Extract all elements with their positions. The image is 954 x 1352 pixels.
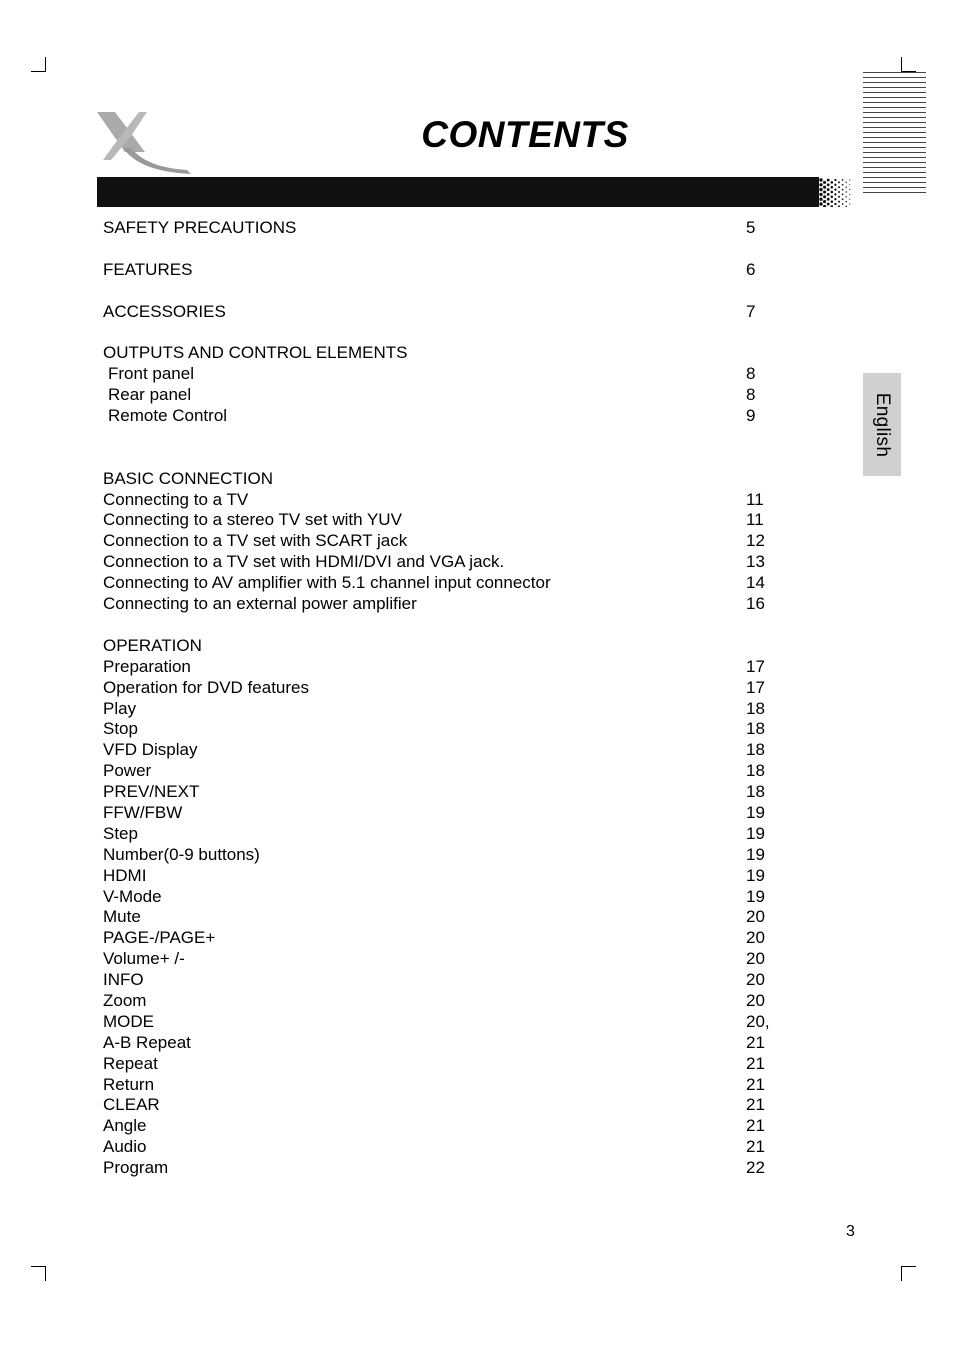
toc-entry — [103, 782, 803, 803]
toc-entry-page: 20 — [746, 928, 765, 948]
toc-entry-label: MODE — [103, 1011, 154, 1031]
toc-entry — [103, 218, 803, 239]
toc-entry-label: PREV/NEXT — [103, 782, 200, 802]
toc-entry — [103, 1116, 803, 1137]
crop-mark-bottom-left — [31, 1266, 46, 1281]
toc-entry-label: BASIC CONNECTION — [103, 468, 274, 488]
toc-entry-label: Front panel — [108, 364, 194, 384]
toc-entry-label: OPERATION — [103, 635, 202, 655]
toc-entry — [103, 1075, 803, 1096]
toc-entry-label: FEATURES — [103, 259, 193, 279]
toc-entry-page: 14 — [746, 573, 765, 593]
table-of-contents — [103, 218, 803, 1179]
toc-entry-page: 21 — [746, 1116, 765, 1136]
toc-entry — [103, 970, 803, 991]
toc-entry — [103, 887, 803, 908]
toc-entry-label: Zoom — [103, 990, 147, 1010]
toc-entry-label: Number(0-9 buttons) — [103, 844, 260, 864]
toc-entry-label: Program — [103, 1158, 169, 1178]
crop-mark-top-right — [901, 57, 916, 72]
toc-entry-page: 20 — [746, 970, 765, 990]
toc-entry — [103, 1095, 803, 1116]
toc-entry-page: 21 — [746, 1095, 765, 1115]
toc-entry — [103, 678, 803, 699]
toc-entry-label: Remote Control — [108, 406, 228, 426]
toc-section-heading — [103, 469, 803, 490]
toc-entry — [103, 385, 803, 406]
toc-entry — [103, 928, 803, 949]
toc-entry-page: 20 — [746, 949, 765, 969]
toc-entry-label: Connecting to a TV — [103, 489, 249, 509]
toc-entry — [103, 510, 803, 531]
toc-entry-page: 11 — [746, 489, 764, 509]
toc-entry-page: 18 — [746, 782, 765, 802]
toc-entry-page: 18 — [746, 761, 765, 781]
toc-entry — [103, 1012, 803, 1033]
toc-entry-page: 19 — [746, 865, 765, 885]
toc-entry — [103, 824, 803, 845]
toc-entry-page: 22 — [746, 1158, 765, 1178]
toc-entry-page: 21 — [746, 1074, 765, 1094]
toc-entry-page: 18 — [746, 698, 765, 718]
toc-entry-page: 19 — [746, 886, 765, 906]
language-tab — [863, 373, 901, 476]
toc-entry-page: 18 — [746, 740, 765, 760]
toc-entry-label: HDMI — [103, 865, 147, 885]
toc-entry-label: OUTPUTS AND CONTROL ELEMENTS — [103, 343, 408, 363]
toc-entry — [103, 490, 803, 511]
toc-entry-label: Repeat — [103, 1053, 158, 1073]
toc-entry-label: V-Mode — [103, 886, 162, 906]
toc-entry-label: Step — [103, 823, 138, 843]
toc-entry — [103, 531, 803, 552]
toc-entry-page: 16 — [746, 594, 765, 614]
toc-entry-page: 7 — [746, 301, 756, 321]
toc-entry-label: INFO — [103, 970, 144, 990]
toc-entry — [103, 949, 803, 970]
toc-entry — [103, 803, 803, 824]
toc-section-heading — [103, 343, 803, 364]
toc-entry — [103, 845, 803, 866]
toc-entry-label: Rear panel — [108, 385, 192, 405]
toc-entry-label: ACCESSORIES — [103, 301, 226, 321]
toc-entry-page: 17 — [746, 677, 765, 697]
toc-entry-label: Preparation — [103, 656, 191, 676]
toc-entry-page: 21 — [746, 1032, 765, 1052]
toc-entry-page: 21 — [746, 1137, 765, 1157]
toc-entry-page: 9 — [746, 406, 756, 426]
toc-entry-page: 5 — [746, 218, 756, 237]
toc-entry — [103, 406, 803, 427]
toc-section-heading — [103, 636, 803, 657]
toc-entry-page: 21 — [746, 1053, 765, 1073]
toc-entry — [103, 302, 803, 323]
toc-entry — [103, 761, 803, 782]
toc-entry-page: 20 — [746, 990, 765, 1010]
toc-entry — [103, 364, 803, 385]
toc-entry-label: Connecting to AV amplifier with 5.1 channel input connector — [103, 573, 551, 593]
toc-entry — [103, 1054, 803, 1075]
toc-entry-label: Connection to a TV set with SCART jack — [103, 531, 408, 551]
toc-entry-page: 8 — [746, 385, 756, 405]
toc-entry-page: 8 — [746, 364, 756, 384]
toc-entry-page: 6 — [746, 259, 756, 279]
toc-entry — [103, 907, 803, 928]
toc-entry-label: CLEAR — [103, 1095, 160, 1115]
toc-entry-page: 18 — [746, 719, 765, 739]
toc-entry — [103, 740, 803, 761]
language-tab-label: English — [872, 392, 893, 457]
crop-mark-bottom-right — [901, 1266, 916, 1281]
toc-entry-label: Return — [103, 1074, 155, 1094]
toc-entry — [103, 1033, 803, 1054]
toc-entry-label: SAFETY PRECAUTIONS — [103, 218, 297, 237]
toc-entry-label: Connection to a TV set with HDMI/DVI and VGA jack. — [103, 552, 505, 572]
toc-entry-label: VFD Display — [103, 740, 198, 760]
toc-entry-page: 11 — [746, 510, 764, 530]
toc-entry-page: 19 — [746, 802, 765, 822]
toc-entry-page: 20 — [746, 907, 765, 927]
toc-entry — [103, 699, 803, 720]
toc-entry-page: 12 — [746, 531, 765, 551]
toc-entry-label: Volume+ /- — [103, 949, 185, 969]
toc-entry-label: Stop — [103, 719, 138, 739]
toc-entry-page: 13 — [746, 552, 765, 572]
page-number: 3 — [846, 1223, 855, 1240]
toc-entry — [103, 260, 803, 281]
crop-mark-top-left — [31, 57, 46, 72]
toc-entry — [103, 594, 803, 615]
toc-entry-label: A-B Repeat — [103, 1032, 191, 1052]
toc-entry-page: 19 — [746, 844, 765, 864]
toc-entry-label: Mute — [103, 907, 141, 927]
toc-entry-label: Play — [103, 698, 137, 718]
toc-entry-label: Operation for DVD features — [103, 677, 309, 697]
toc-entry — [103, 719, 803, 740]
toc-entry-label: FFW/FBW — [103, 802, 183, 822]
toc-entry-label: Connecting to a stereo TV set with YUV — [103, 510, 402, 530]
toc-entry — [103, 1158, 803, 1179]
toc-entry — [103, 657, 803, 678]
toc-entry-label: Angle — [103, 1116, 147, 1136]
page-title: CONTENTS — [421, 114, 629, 155]
toc-entry-page: 17 — [746, 656, 765, 676]
toc-entry-page: 19 — [746, 823, 765, 843]
toc-entry — [103, 552, 803, 573]
toc-entry — [103, 866, 803, 887]
toc-entry-page: 20, — [746, 1011, 770, 1031]
toc-entry — [103, 1137, 803, 1158]
toc-entry-label: PAGE-/PAGE+ — [103, 928, 216, 948]
header-bar — [97, 177, 852, 207]
toc-entry-label: Power — [103, 761, 152, 781]
toc-entry — [103, 991, 803, 1012]
toc-entry-label: Connecting to an external power amplifier — [103, 594, 417, 614]
toc-entry-label: Audio — [103, 1137, 147, 1157]
toc-entry — [103, 573, 803, 594]
